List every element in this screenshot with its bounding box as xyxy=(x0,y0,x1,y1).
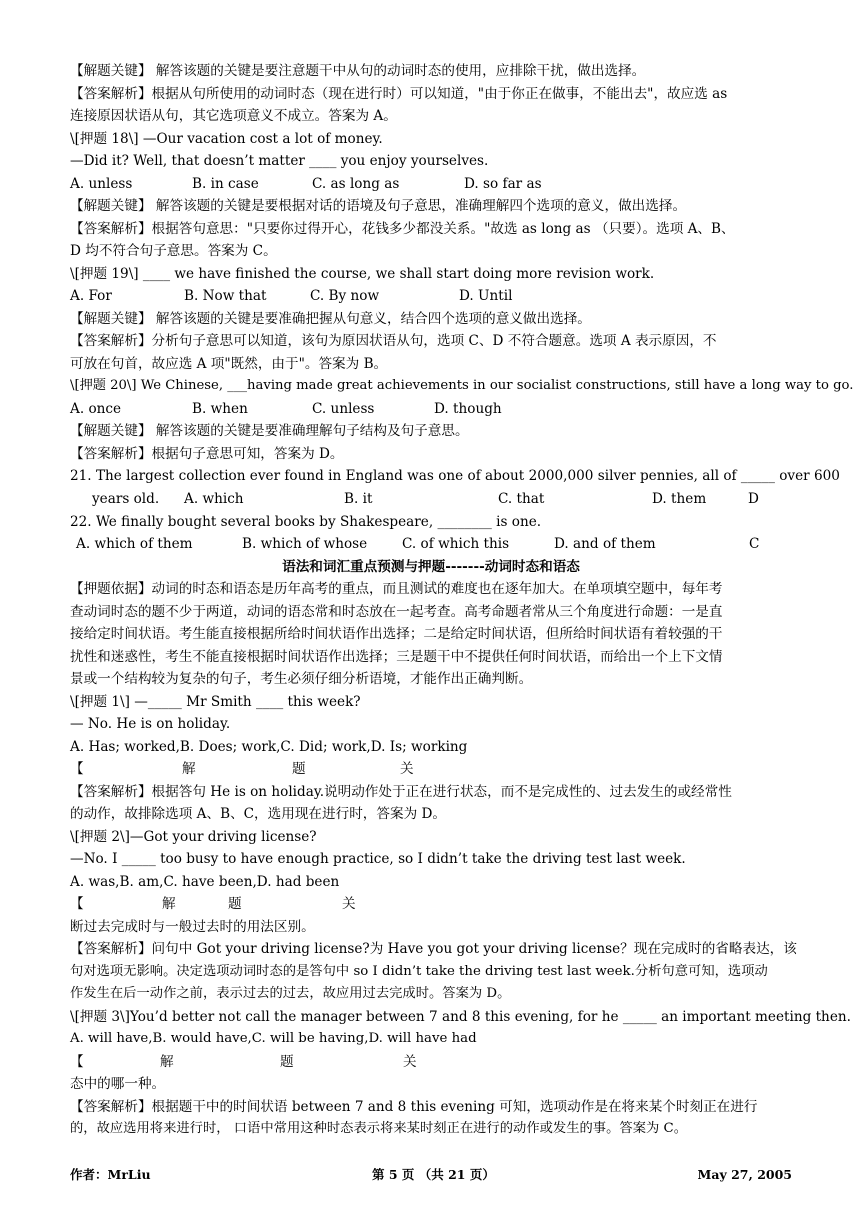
text-line: 【答案解析】根据句子意思可知，答案为 D。 xyxy=(70,446,344,462)
text-line: A. Has; worked,B. Does; work,C. Did; work,D. Is; working xyxy=(70,739,468,755)
option: years old. xyxy=(92,491,160,507)
question-18: \[押题 18\] —Our vacation cost a lot of money. xyxy=(70,131,383,147)
text-line: 景或一个结构较为复杂的句子，考生必须仔细分析语境，才能作出正确判断。 xyxy=(70,671,533,687)
question-22: 22. We finally bought several books by Shakespeare, ________ is one. xyxy=(70,514,542,530)
text-line: 断过去完成时与一般过去时的用法区别。 xyxy=(70,919,315,935)
text-line: 可放在句首，故应选 A 项"既然，由于"。答案为 B。 xyxy=(70,356,388,372)
question-19: \[押题 19\] ____ we have finished the course, we shall start doing more revision work. xyxy=(70,266,655,282)
option: 解 xyxy=(182,761,196,777)
text-line: 态中的哪一种。 xyxy=(70,1076,166,1092)
option: A. unless xyxy=(70,176,133,192)
text-line: 【解题关键】 解答该题的关键是要准确把握从句意义，结合四个选项的意义做出选择。 xyxy=(70,311,591,327)
answer-mark: D xyxy=(748,491,759,507)
text-line: \[押题 3\]You’d better not call the manager between 7 and 8 this evening, for he _____ an important meeting then. xyxy=(70,1009,851,1025)
option: B. in case xyxy=(192,176,259,192)
text-line: 【答案解析】根据答句意思："只要你过得开心，花钱多少都没关系。"故选 as long as （只要）。选项 A、B、 xyxy=(70,221,735,237)
text-line: 【答案解析】问句中 Got your driving license?为 Have you got your driving license？现在完成时的省略表达，该 xyxy=(70,941,797,957)
text-line: 连接原因状语从句，其它选项意义不成立。答案为 A。 xyxy=(70,108,397,124)
text-line: 接给定时间状语。考生能直接根据所给时间状语作出选择；二是给定时间状语，但所给时间状语有着较强的干 xyxy=(70,626,723,642)
option: A. For xyxy=(70,288,112,304)
question-3: A. will have,B. would have,C. will be having,D. will have had xyxy=(70,1031,477,1046)
option: C. that xyxy=(498,491,545,507)
footer-author: 作者：MrLiu xyxy=(70,1167,151,1182)
option: A. which xyxy=(184,491,244,507)
text-line: 的，故应选用将来进行时， 口语中常用这种时态表示将来某时刻正在进行的动作或发生的事。答案为 C。 xyxy=(70,1121,687,1136)
option: C. as long as xyxy=(312,176,400,192)
option: 关 xyxy=(400,761,414,777)
text-line: 【解题关键】 解答该题的关键是要根据对话的语境及句子意思，准确理解四个选项的意义，做出选择。 xyxy=(70,198,687,214)
option: A. once xyxy=(70,401,122,417)
text-line: 句对选项无影响。决定选项动词时态的是答句中 so I didn’t take the driving test last week.分析句意可知，选项动 xyxy=(70,964,768,979)
text-line: D 均不符合句子意思。答案为 C。 xyxy=(70,243,277,259)
option: C. By now xyxy=(310,288,380,304)
option: 关 xyxy=(342,896,356,912)
option: D. though xyxy=(434,401,502,417)
question-1: — No. He is on holiday. xyxy=(70,716,231,732)
option: D. Until xyxy=(459,288,513,304)
option: B. Now that xyxy=(184,288,267,304)
option: C. of which this xyxy=(402,536,510,552)
text-line: 【押题依据】动词的时态和语态是历年高考的重点，而且测试的难度也在逐年加大。在单项填空题中，每年考 xyxy=(70,581,723,597)
question-20: \[押题 20\] We Chinese, ___having made great achievements in our socialist constructions, still have a long way to go. xyxy=(70,378,854,393)
text-line: A. was,B. am,C. have been,D. had been xyxy=(70,874,340,890)
option: 题 xyxy=(228,896,242,912)
option: 解 xyxy=(160,1054,174,1070)
text-line: 【答案解析】根据答句 He is on holiday.说明动作处于正在进行状态，而不是完成性的、过去发生的或经常性 xyxy=(70,784,732,800)
text-line: —Did it? Well, that doesn’t matter ____ you enjoy yourselves. xyxy=(70,153,489,169)
option: 关 xyxy=(403,1054,417,1070)
option: D. so far as xyxy=(464,176,542,192)
option: D. and of them xyxy=(554,536,656,552)
option: B. it xyxy=(344,491,373,507)
question-21: 21. The largest collection ever found in England was one of about 2000,000 silver pennies, all of _____ over 600 xyxy=(70,468,840,484)
text-line: 【答案解析】根据题干中的时间状语 between 7 and 8 this evening 可知，选项动作是在将来某个时刻正在进行 xyxy=(70,1099,758,1115)
option: B. which of whose xyxy=(242,536,368,552)
option: 【 xyxy=(70,896,84,912)
text-line: 【答案解析】分析句子意思可以知道，该句为原因状语从句，选项 C、D 不符合题意。选项 A 表示原因，不 xyxy=(70,333,717,349)
option: 【 xyxy=(70,761,84,777)
text-line: 【答案解析】根据从句所使用的动词时态（现在进行时）可以知道，"由于你正在做事，不能出去"，故应选 as xyxy=(70,86,728,102)
text-line: 查动词时态的题不少于两道，动词的语态常和时态放在一起考查。高考命题者常从三个角度进行命题：一是直 xyxy=(70,604,723,620)
option: 【 xyxy=(70,1054,84,1070)
text-line: 【解题关键】 解答该题的关键是要准确理解句子结构及句子意思。 xyxy=(70,423,469,439)
text-line: \[押题 1\] —_____ Mr Smith ____ this week? xyxy=(70,694,361,710)
text-line: 扰性和迷惑性，考生不能直接根据时间状语作出选择；三是题干中不提供任何时间状语，而给出一个上下文情 xyxy=(70,649,723,665)
option: 题 xyxy=(292,761,306,777)
option: 题 xyxy=(280,1054,294,1070)
section-title: 语法和词汇重点预测与押题-------动词时态和语态 xyxy=(282,559,580,575)
footer-page-number: 第 5 页 （共 21 页） xyxy=(372,1167,495,1182)
option: A. which of them xyxy=(76,536,193,552)
option: C. unless xyxy=(312,401,375,417)
option: 解 xyxy=(162,896,176,912)
question-2: —No. I _____ too busy to have enough practice, so I didn’t take the driving test last week. xyxy=(70,851,686,867)
text-line: 的动作，故排除选项 A、B、C，选用现在进行时，答案为 D。 xyxy=(70,806,446,822)
option: D. them xyxy=(652,491,707,507)
text-line: \[押题 2\]—Got your driving license? xyxy=(70,829,317,845)
option: B. when xyxy=(192,401,248,417)
answer-mark: C xyxy=(749,536,760,552)
footer-date: May 27, 2005 xyxy=(697,1167,792,1182)
text-line: 作发生在后一动作之前，表示过去的过去，故应用过去完成时。答案为 D。 xyxy=(70,986,511,1001)
text-line: 【解题关键】 解答该题的关键是要注意题干中从句的动词时态的使用，应排除干扰，做出选择。 xyxy=(70,63,646,79)
